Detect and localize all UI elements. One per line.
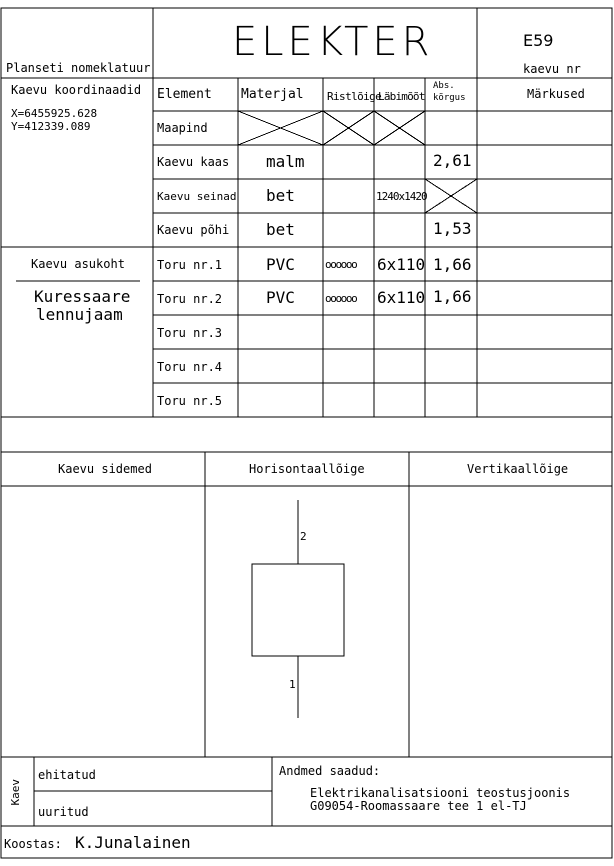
- row-pipe1-element: Toru nr.1: [157, 258, 223, 272]
- row-pipe1-size: 6x110: [377, 255, 426, 274]
- row-lid-element: Kaevu kaas: [157, 155, 230, 169]
- coordinate-x: X=6455925.628: [11, 107, 98, 120]
- row-pipe1-material: PVC: [266, 255, 295, 274]
- header-remarks: Märkused: [527, 87, 585, 101]
- row-ground-element: Maapind: [157, 121, 208, 135]
- author-name: K.Junalainen: [75, 833, 191, 852]
- source-line1: Elektrikanalisatsiooni teostusjoonis: [310, 786, 571, 800]
- row-pipe2-cross-section: oooooo: [325, 292, 357, 305]
- row-pipe2-element: Toru nr.2: [157, 292, 223, 306]
- header-elevation: kõrgus: [433, 93, 466, 103]
- row-lid-elevation: 2,61: [433, 151, 472, 170]
- source-label: Andmed saadud:: [279, 764, 381, 778]
- row-pipe4-element: Toru nr.4: [157, 360, 223, 374]
- row-pipe1-cross-section: oooooo: [325, 258, 357, 271]
- header-material: Materjal: [241, 87, 304, 102]
- row-lid-material: malm: [266, 152, 305, 171]
- row-bottom-elevation: 1,53: [433, 219, 472, 238]
- row-pipe5-element: Toru nr.5: [157, 394, 223, 408]
- well-number: E59: [523, 31, 554, 50]
- well-outline: [252, 564, 344, 656]
- row-pipe1-elevation: 1,66: [433, 255, 472, 274]
- location-line2: lennujaam: [36, 305, 123, 324]
- pipe-1-label: 1: [289, 678, 296, 691]
- row-pipe2-material: PVC: [266, 288, 295, 307]
- location-label: Kaevu asukoht: [31, 257, 125, 271]
- header-diameter: Läbimõõt: [378, 90, 425, 103]
- surveyed-label: uuritud: [38, 805, 89, 819]
- row-walls-element: Kaevu seinad: [157, 190, 237, 203]
- location-line1: Kuressaare: [34, 287, 131, 306]
- header-abs: Abs.: [433, 81, 455, 91]
- coordinates-label: Kaevu koordinaadid: [11, 83, 142, 97]
- built-label: ehitatud: [38, 768, 96, 782]
- row-walls-material: bet: [266, 186, 295, 205]
- row-pipe2-elevation: 1,66: [433, 287, 472, 306]
- section-horizontal-title: Horisontaallõige: [249, 462, 365, 476]
- header-element: Element: [157, 87, 212, 102]
- row-bottom-material: bet: [266, 220, 295, 239]
- section-vertical-title: Vertikaallõige: [467, 462, 569, 476]
- well-label: Kaev: [9, 779, 22, 806]
- nomenclature-label: Planseti nomeklatuur: [6, 61, 151, 75]
- row-pipe3-element: Toru nr.3: [157, 326, 223, 340]
- author-label: Koostas:: [4, 837, 62, 851]
- row-pipe2-size: 6x110: [377, 288, 426, 307]
- section-links-title: Kaevu sidemed: [58, 462, 152, 476]
- pipe-2-label: 2: [300, 530, 307, 543]
- source-line2: G09054-Roomassaare tee 1 el-TJ: [310, 799, 527, 813]
- well-number-label: kaevu nr: [523, 62, 581, 76]
- coordinate-y: Y=412339.089: [11, 120, 91, 133]
- header-cross-section: Ristlõige: [327, 90, 382, 103]
- row-bottom-element: Kaevu põhi: [157, 223, 230, 237]
- row-walls-size: 1240x1420: [376, 190, 427, 203]
- page-title: ELEKTER: [232, 19, 434, 65]
